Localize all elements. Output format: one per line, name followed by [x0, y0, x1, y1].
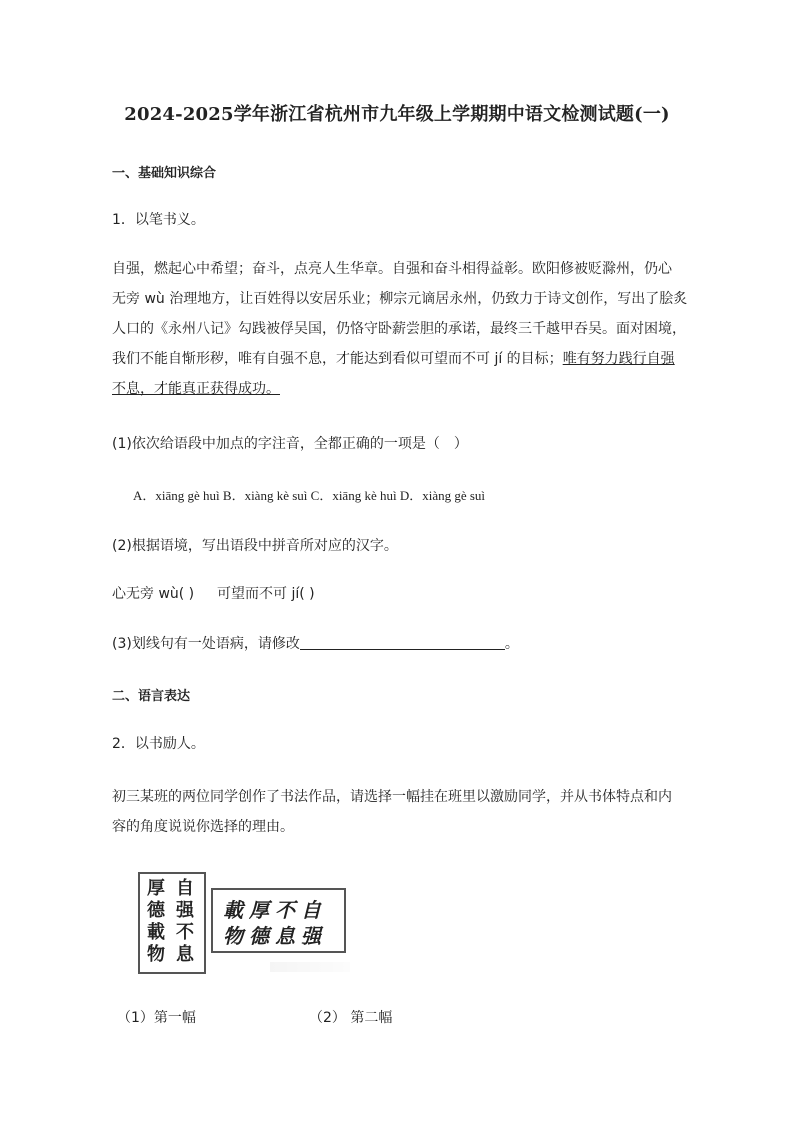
subquestion-2: (2)根据语境，写出语段中拼音所对应的汉字。 [112, 538, 398, 554]
option-label-2: （2） 第二幅 [309, 1010, 393, 1026]
calligraphy-column-left: 厚德載物 [147, 878, 165, 965]
subquestion-1: (1)依次给语段中加点的字注音，全都正确的一项是（ ） [112, 436, 468, 452]
calligraphy-work-2 [211, 888, 346, 953]
calligraphy-row-bottom: 物德息强 [223, 924, 327, 948]
image-shadow [270, 962, 350, 972]
question-2-prompt: 初三某班的两位同学创作了书法作品，请选择一幅挂在班里以激励同学，并从书体特点和内 [112, 789, 672, 805]
subquestion-3-end: 。 [504, 636, 519, 652]
subquestion-3-text: (3)划线句有一处语病，请修改 [112, 636, 300, 652]
answer-blank[interactable] [300, 635, 505, 650]
answer-options: A．xiāng gè huì B．xiàng kè suì C．xiāng kè huì D．xiàng gè suì [133, 488, 486, 503]
subquestion-3 [112, 630, 519, 659]
underlined-sentence: 不息，才能真正获得成功。 [112, 381, 280, 397]
fill-blank-wu: 心无旁 wù( ) [112, 586, 195, 602]
section-heading-2: 二、语言表达 [112, 689, 191, 704]
passage-line: 无旁 wù 治理地方，让百姓得以安居乐业；柳宗元谪居永州，仍致力于诗文创作，写出了脍炙 [112, 291, 688, 307]
question-2-prompt: 容的角度说说你选择的理由。 [112, 819, 294, 835]
passage-line: 自强，燃起心中希望；奋斗，点亮人生华章。自强和奋斗相得益彰。欧阳修被贬滁州，仍心 [112, 261, 672, 277]
calligraphy-work-1 [138, 872, 206, 974]
fill-blank-ji: 可望而不可 jí( ) [217, 586, 315, 602]
underlined-sentence: 唯有努力践行自强 [562, 351, 675, 367]
question-2-title: 2．以书励人。 [112, 736, 205, 752]
calligraphy-row-top: 載厚不自 [223, 898, 327, 922]
page-title: 2024-2025学年浙江省杭州市九年级上学期期中语文检测试题(一) [124, 104, 670, 125]
passage-line: 人口的《永州八记》勾践被俘吴国，仍恪守卧薪尝胆的承诺，最终三千越甲吞吴。面对困境， [112, 321, 686, 337]
option-label-1: （1）第一幅 [117, 1010, 196, 1026]
calligraphy-column-right: 自强不息 [176, 878, 194, 965]
passage-line [112, 345, 675, 374]
passage-text: 我们不能自惭形秽，唯有自强不息，才能达到看似可望而不可 jí 的目标； [112, 351, 563, 367]
section-heading-1: 一、基础知识综合 [112, 166, 217, 181]
question-1-title: 1．以笔书义。 [112, 212, 205, 228]
